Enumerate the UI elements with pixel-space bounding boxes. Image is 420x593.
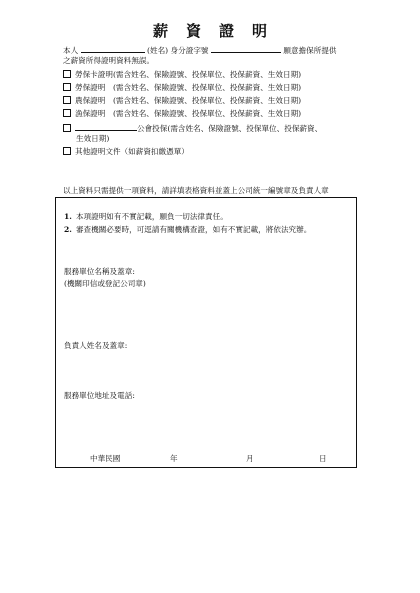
intro-line-2: 之薪資所得證明資料無誤。 xyxy=(63,56,155,65)
date-year: 年 xyxy=(170,454,178,463)
checkbox[interactable] xyxy=(63,96,71,104)
declaration-box xyxy=(55,197,357,468)
unit-name-label: 服務單位名稱及蓋章: xyxy=(64,267,135,276)
name-blank[interactable] xyxy=(81,44,145,53)
instruction-note: 以上資料只需提供一項資料，請詳填表格資料並蓋上公司統一編號章及負責人章 xyxy=(63,186,329,195)
date-era: 中華民國 xyxy=(90,454,121,463)
option-public-insurance: 公會投保(需含姓名、保險證號、投保單位、投保薪資、 xyxy=(63,122,322,134)
responsible-person-label: 負責人姓名及蓋章: xyxy=(64,341,128,350)
intro-name-suffix: (姓名) 身分證字號 xyxy=(147,46,209,55)
date-row xyxy=(56,453,358,463)
id-number-blank[interactable] xyxy=(211,44,281,53)
option-labor-card: 勞保卡證明(需含姓名、保險證號、投保單位、投保薪資、生效日期) xyxy=(63,70,301,80)
option-fisher-insurance: 漁保證明 (需含姓名、保險證號、投保單位、投保薪資、生效日期) xyxy=(63,109,301,119)
intro-line xyxy=(63,44,337,56)
page-title: 薪資證明 xyxy=(152,22,285,40)
date-day: 日 xyxy=(319,454,327,463)
checkbox[interactable] xyxy=(63,83,71,91)
intro-consent: 願意擔保所提供 xyxy=(283,46,337,55)
checkbox[interactable] xyxy=(63,147,71,155)
public-insurance-continuation: 生效日期) xyxy=(76,134,110,143)
checkbox[interactable] xyxy=(63,70,71,78)
intro-prefix: 本人 xyxy=(63,46,79,55)
checkbox[interactable] xyxy=(63,109,71,117)
date-month: 月 xyxy=(246,454,254,463)
checkbox[interactable] xyxy=(63,124,71,132)
address-phone-label: 服務單位地址及電話: xyxy=(64,391,135,400)
option-labor-insurance: 勞保證明 (需含姓名、保險證號、投保單位、投保薪資、生效日期) xyxy=(63,83,301,93)
declaration-item: 1. 本項證明如有不實記載，願負一切法律責任。 xyxy=(64,212,228,221)
declaration-item: 2. 審查機關必要時，可逕請有關機構查證，如有不實記載，將依法究辦。 xyxy=(64,225,312,234)
option-other-docs: 其他證明文件（如薪資扣繳憑單） xyxy=(63,147,189,157)
union-name-blank[interactable] xyxy=(75,122,137,131)
unit-seal-note: (機關印信或登記公司章) xyxy=(64,279,146,288)
option-farmer-insurance: 農保證明 (需含姓名、保險證號、投保單位、投保薪資、生效日期) xyxy=(63,96,301,106)
